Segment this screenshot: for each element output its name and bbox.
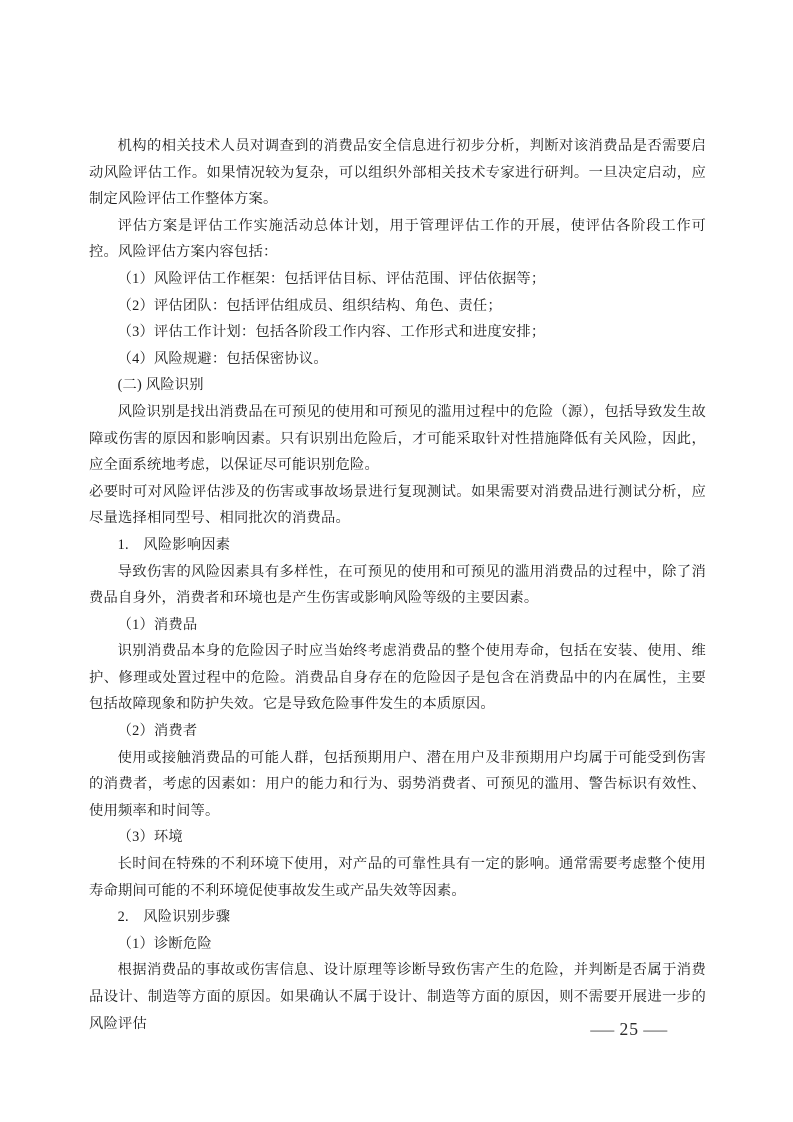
document-body (89, 133, 706, 1037)
list-item-work-plan: （3）评估工作计划：包括各阶段工作内容、工作形式和进度安排； (117, 324, 546, 341)
heading-environment: （3）环境 (117, 829, 183, 846)
list-item-risk-avoidance: （4）风险规避：包括保密协议。 (117, 350, 328, 367)
page-number-value: 25 (619, 1019, 639, 1039)
heading-identification-steps: 2. 风险识别步骤 (117, 909, 231, 926)
paragraph-consumer-product: 识别消费品本身的危险因子时应当始终考虑消费品的整个使用寿命，包括在安装、使用、维护、修理或处置过程中的危险。消费品自身存在的危险因子是包含在消费品中的内在属性，主要包括故障现象和防护失效。它是导致危险事件发生的本质原因。 (89, 643, 706, 713)
heading-risk-identification: (二) 风险识别 (117, 377, 204, 394)
page-number (586, 1019, 674, 1040)
list-item-team: （2）评估团队：包括评估组成员、组织结构、角色、责任； (117, 297, 502, 314)
heading-consumer: （2）消费者 (117, 723, 198, 740)
heading-consumer-product: （1）消费品 (117, 616, 198, 633)
page-number-right-dash: — (643, 1020, 669, 1039)
paragraph-environment: 长时间在特殊的不利环境下使用，对产品的可靠性具有一定的影响。通常需要考虑整个使用寿命期间可能的不利环境促使事故发生或产品失效等因素。 (89, 856, 706, 899)
heading-diagnose-hazard: （1）诊断危险 (117, 935, 212, 952)
paragraph-reproduction-testing: 必要时可对风险评估涉及的伤害或事故场景进行复现测试。如果需要对消费品进行测试分析，应尽量选择相同型号、相同批次的消费品。 (89, 483, 706, 527)
paragraph-risk-factors-intro: 导致伤害的风险因素具有多样性，在可预见的使用和可预见的滥用消费品的过程中，除了消费品自身外，消费者和环境也是产生伤害或影响风险等级的主要因素。 (89, 563, 706, 607)
paragraph-consumer: 使用或接触消费品的可能人群，包括预期用户、潜在用户及非预期用户均属于可能受到伤害的消费者，考虑的因素如：用户的能力和行为、弱势消费者、可预见的滥用、警告标识有效性、使用频率和时间等。 (89, 749, 706, 819)
list-item-framework: （1）风险评估工作框架：包括评估目标、评估范围、评估依据等； (117, 270, 546, 287)
paragraph-diagnose-hazard: 根据消费品的事故或伤害信息、设计原理等诊断导致伤害产生的危险，并判断是否属于消费品设计、制造等方面的原因。如果确认不属于设计、制造等方面的原因，则不需要开展进一步的风险评估 (89, 962, 706, 1032)
paragraph-assessment-plan: 评估方案是评估工作实施活动总体计划，用于管理评估工作的开展，使评估各阶段工作可控。风险评估方案内容包括： (89, 217, 706, 261)
heading-risk-factors: 1. 风险影响因素 (117, 536, 231, 553)
page-number-left-dash: — (589, 1020, 616, 1039)
paragraph-intro-analysis: 机构的相关技术人员对调查到的消费品安全信息进行初步分析，判断对该消费品是否需要启动风险评估工作。如果情况较为复杂，可以组织外部相关技术专家进行研判。一旦决定启动，应制定风险评估工作整体方案。 (89, 138, 706, 208)
paragraph-risk-identification-intro: 风险识别是找出消费品在可预见的使用和可预见的滥用过程中的危险（源），包括导致发生故障或伤害的原因和影响因素。只有识别出危险后，才可能采取针对性措施降低有关风险，因此，应全面系统地考虑，以保证尽可能识别危险。 (89, 403, 706, 474)
